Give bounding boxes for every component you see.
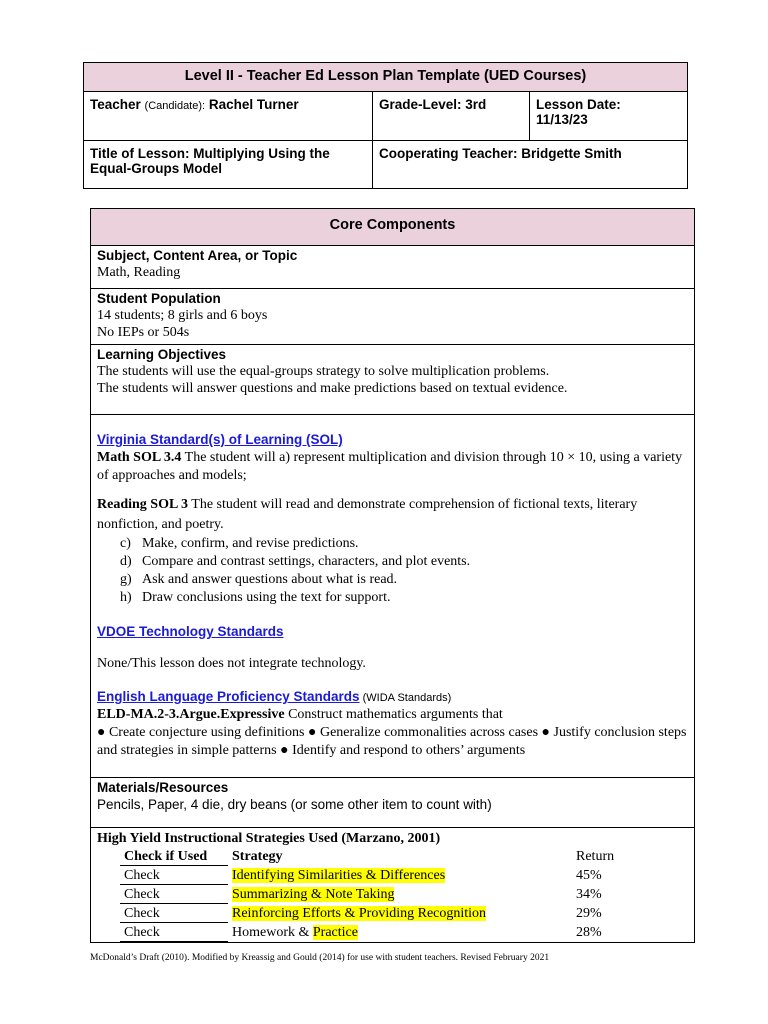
reading-sol xyxy=(97,495,688,535)
lesson-title xyxy=(84,141,373,189)
list-item: h) Draw conclusions using the text for support. xyxy=(120,590,391,605)
table-row xyxy=(120,885,670,904)
materials-section xyxy=(91,778,695,828)
tech-text: None/This lesson does not integrate technology. xyxy=(97,656,366,671)
column-header: Check if Used xyxy=(120,847,228,866)
check-cell[interactable]: Check xyxy=(120,866,228,885)
grade-level: Grade-Level: 3rd xyxy=(373,92,530,141)
population-label: Student Population xyxy=(97,291,221,306)
lesson-header-table xyxy=(83,62,688,189)
table-header-row xyxy=(120,847,670,866)
check-cell[interactable]: Check xyxy=(120,885,228,904)
template-title: Level II - Teacher Ed Lesson Plan Template (UED Courses) xyxy=(84,63,688,92)
table-row xyxy=(120,923,670,942)
teacher-cell xyxy=(84,92,373,141)
strategies-section xyxy=(91,828,695,943)
core-components-heading: Core Components xyxy=(91,209,695,246)
objectives-section xyxy=(91,345,695,415)
reading-sol-text: The student will read and demonstrate comprehension of fictional texts, literary nonfiction, and poetry. xyxy=(97,497,638,532)
strategies-table xyxy=(120,847,670,942)
elp-standards-link[interactable]: English Language Proficiency Standards xyxy=(97,689,360,704)
subject-value: Math, Reading xyxy=(97,265,181,280)
eld-label: ELD-MA.2-3.Argue.Expressive xyxy=(97,707,285,722)
strategies-heading: High Yield Instructional Strategies Used (Marzano, 2001) xyxy=(97,831,441,846)
strategy-name: Summarizing & Note Taking xyxy=(232,886,395,902)
list-item: c) Make, confirm, and revise predictions. xyxy=(120,536,359,551)
strategy-return: 45% xyxy=(576,867,602,883)
math-sol xyxy=(97,449,688,485)
check-cell[interactable]: Check xyxy=(120,904,228,923)
math-sol-text: The student will a) represent multiplication and division through 10 × 10, using a variety of approaches and models; xyxy=(97,450,683,483)
standards-section xyxy=(91,415,695,778)
strategy-return: 29% xyxy=(576,905,602,921)
column-header: Strategy xyxy=(232,848,283,864)
eld-bullets: ● Create conjecture using definitions ● Generalize commonalities across cases ● Justify conclusion steps and strategies in simple patterns ● Identify and respond to others’ arguments xyxy=(97,725,687,758)
lesson-date-label: Lesson Date: xyxy=(536,97,621,112)
teacher-label: Teacher xyxy=(90,97,141,112)
lesson-title-line2: Equal-Groups Model xyxy=(90,161,223,176)
eld-text: Construct mathematics arguments that xyxy=(284,707,503,722)
strategy-return: 34% xyxy=(576,886,602,902)
table-row xyxy=(120,904,670,923)
math-sol-label: Math SOL 3.4 xyxy=(97,450,182,465)
cooperating-teacher: Cooperating Teacher: Bridgette Smith xyxy=(373,141,688,189)
population-section xyxy=(91,289,695,345)
population-line1: 14 students; 8 girls and 6 boys xyxy=(97,308,268,323)
objectives-label: Learning Objectives xyxy=(97,347,227,362)
column-header: Return xyxy=(576,848,615,864)
list-item: d) Compare and contrast settings, characters, and plot events. xyxy=(120,554,471,569)
subject-label: Subject, Content Area, or Topic xyxy=(97,248,298,263)
objective-1: The students will use the equal-groups strategy to solve multiplication problems. xyxy=(97,364,550,379)
list-item: g) Ask and answer questions about what is read. xyxy=(120,572,398,587)
lesson-date: 11/13/23 xyxy=(536,112,588,127)
strategy-name: Homework & Practice xyxy=(232,924,358,940)
sol-link[interactable]: Virginia Standard(s) of Learning (SOL) xyxy=(97,432,343,447)
objective-2: The students will answer questions and make predictions based on textual evidence. xyxy=(97,381,568,396)
strategy-name: Reinforcing Efforts & Providing Recognition xyxy=(232,905,487,921)
lesson-title-line1: Title of Lesson: Multiplying Using the xyxy=(90,146,330,161)
teacher-sub-label: (Candidate): xyxy=(144,100,206,112)
population-line2: No IEPs or 504s xyxy=(97,325,190,340)
reading-sol-list xyxy=(120,535,688,607)
subject-section xyxy=(91,246,695,289)
elp-sub-label: (WIDA Standards) xyxy=(359,692,452,704)
footer-note: McDonald’s Draft (2010). Modified by Kreassig and Gould (2014) for use with student teachers. Revised February 2021 xyxy=(90,953,550,963)
reading-sol-label: Reading SOL 3 xyxy=(97,497,189,512)
eld-standard xyxy=(97,706,688,724)
lesson-date-cell xyxy=(530,92,688,141)
tech-standards-link[interactable]: VDOE Technology Standards xyxy=(97,624,284,639)
materials-value: Pencils, Paper, 4 die, dry beans (or some other item to count with) xyxy=(97,797,492,812)
strategy-name: Identifying Similarities & Differences xyxy=(232,867,446,883)
core-components-table xyxy=(90,208,695,943)
strategy-return: 28% xyxy=(576,924,602,940)
materials-label: Materials/Resources xyxy=(97,780,229,795)
table-row xyxy=(120,866,670,885)
teacher-name: Rachel Turner xyxy=(208,97,299,112)
check-cell[interactable]: Check xyxy=(120,923,228,942)
